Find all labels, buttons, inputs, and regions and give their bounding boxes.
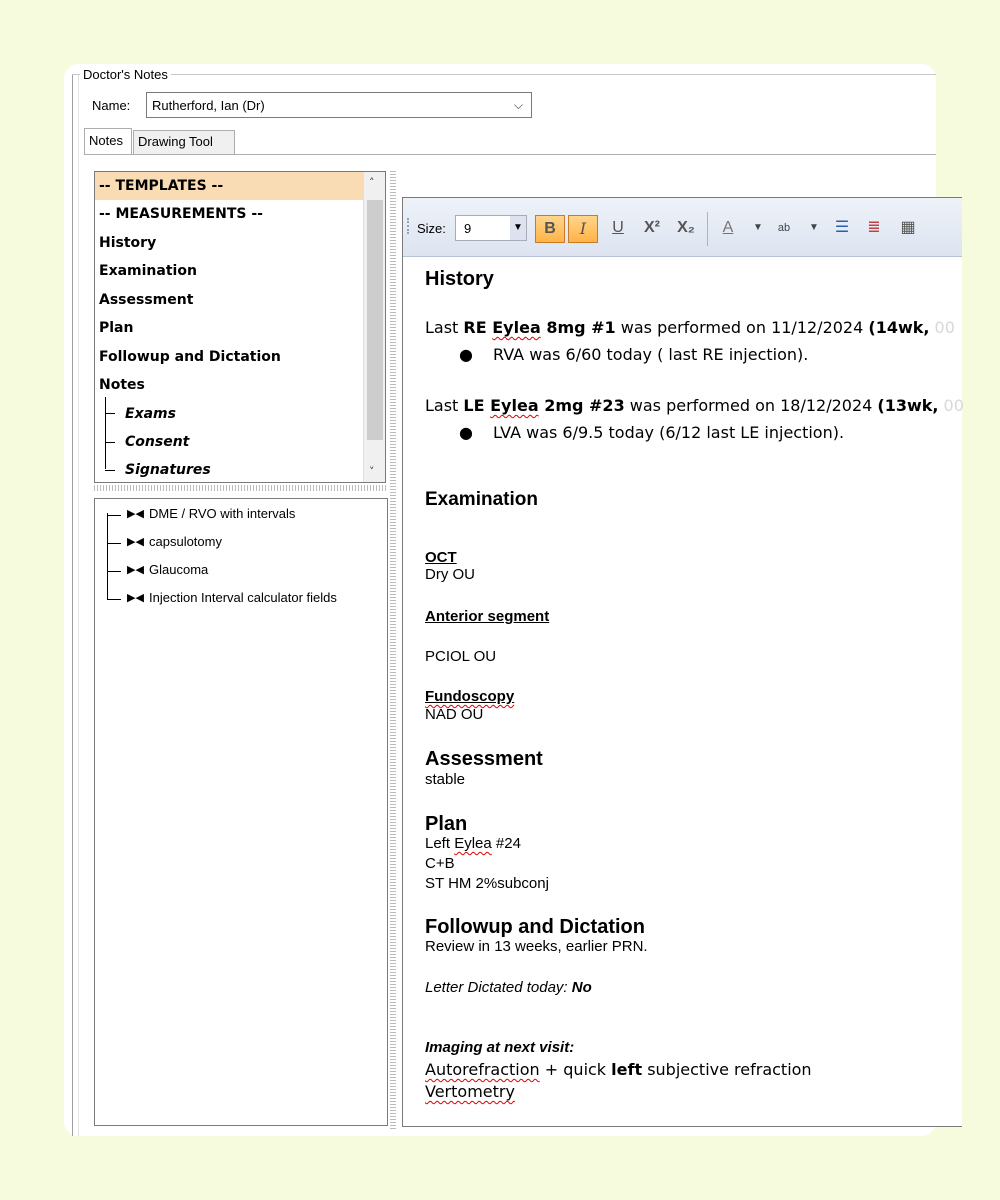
le-faded-text: 00: [938, 396, 964, 415]
re-interval: (14wk,: [868, 318, 930, 337]
vertical-splitter[interactable]: [390, 171, 396, 1129]
le-bullet-text: LVA was 6/9.5 today (6/12 last LE injection).: [493, 423, 845, 442]
tab-divider: [84, 154, 936, 155]
name-select[interactable]: [146, 92, 532, 118]
underline-button[interactable]: U: [612, 219, 624, 236]
superscript-button[interactable]: X²: [644, 219, 660, 236]
re-dose: 8mg #1: [540, 318, 616, 337]
oct-value: Dry OU: [425, 566, 475, 583]
font-size-label: Size:: [417, 221, 446, 236]
tree-branch: [107, 599, 121, 600]
group-border-top: [72, 74, 936, 75]
chevron-down-icon[interactable]: ▼: [510, 216, 526, 240]
vertometry-text: Vertometry: [425, 1082, 515, 1101]
list-item-history[interactable]: History: [99, 235, 157, 251]
scroll-thumb[interactable]: [367, 200, 383, 440]
formatting-toolbar: [403, 198, 962, 257]
tree-branch: [107, 571, 121, 572]
list-item-notes[interactable]: Notes: [99, 377, 145, 393]
tab-notes[interactable]: Notes: [84, 128, 132, 154]
font-color-button[interactable]: A: [722, 219, 734, 236]
scroll-up-icon[interactable]: ˄: [369, 176, 375, 189]
letter-value: No: [571, 979, 592, 996]
list-item-assessment[interactable]: Assessment: [99, 292, 194, 308]
plan-left: Left: [425, 835, 455, 852]
doctors-notes-panel: [64, 64, 964, 1136]
imaging-rest: subjective refraction: [642, 1060, 812, 1079]
list-scrollbar[interactable]: [363, 172, 385, 482]
re-text: Last: [425, 318, 464, 337]
imaging-autorefraction: Autorefraction: [425, 1060, 540, 1079]
group-title: Doctor's Notes: [80, 67, 171, 82]
plan-line-1: [425, 835, 521, 852]
le-interval: (13wk,: [877, 396, 939, 415]
followup-value: Review in 13 weeks, earlier PRN.: [425, 938, 648, 955]
name-select-value: Rutherford, Ian (Dr): [152, 98, 265, 113]
section-list[interactable]: [94, 171, 386, 483]
le-injection-line: [425, 396, 964, 415]
plan-heading: Plan: [425, 813, 468, 835]
re-bullet-text: RVA was 6/60 today ( last RE injection).: [493, 345, 809, 364]
scroll-down-icon[interactable]: ˅: [369, 465, 375, 478]
fundoscopy-label: [425, 688, 514, 705]
tree-line: [107, 513, 108, 599]
anterior-value: PCIOL OU: [425, 648, 497, 665]
re-drug: Eylea: [492, 318, 541, 337]
le-text: Last: [425, 396, 464, 415]
list-item-plan[interactable]: Plan: [99, 320, 134, 336]
tab-drawing-tool[interactable]: Drawing Tool: [133, 130, 235, 154]
numbered-list-icon[interactable]: ≣: [867, 219, 881, 236]
template-item[interactable]: Injection Interval calculator fields: [149, 590, 337, 605]
toolbar-separator: [707, 212, 708, 246]
list-item-signatures[interactable]: Signatures: [125, 462, 211, 478]
examination-heading: Examination: [425, 489, 538, 510]
re-injection-line: [425, 318, 955, 337]
letter-dictated-line: [425, 979, 592, 996]
chevron-down-icon[interactable]: ▼: [809, 222, 819, 233]
tree-branch: [107, 543, 121, 544]
imaging-line: [425, 1060, 812, 1079]
history-heading: History: [425, 268, 494, 290]
name-label: Name:: [92, 98, 131, 113]
toolbar-grip-icon[interactable]: [407, 218, 411, 234]
chevron-down-icon[interactable]: ▼: [753, 222, 763, 233]
imaging-left: left: [611, 1060, 643, 1079]
fundoscopy-text: Fundoscopy: [425, 688, 515, 705]
templates-tree[interactable]: [94, 498, 388, 1126]
re-eye: RE: [463, 318, 493, 337]
tree-branch: [107, 515, 121, 516]
template-icon: ▶◀: [127, 507, 144, 520]
template-item[interactable]: Glaucoma: [149, 562, 209, 577]
template-icon: ▶◀: [127, 563, 144, 576]
bold-button[interactable]: B: [535, 215, 565, 243]
template-icon: ▶◀: [127, 535, 144, 548]
list-item-consent[interactable]: Consent: [125, 434, 190, 450]
bullet-list-icon[interactable]: ☰: [834, 219, 850, 236]
vertometry-line: [425, 1082, 515, 1101]
anterior-label: Anterior segment: [425, 608, 550, 625]
imaging-plus: + quick: [539, 1060, 612, 1079]
chevron-down-icon: ⌵: [513, 98, 523, 112]
plan-line-3: ST HM 2%subconj: [425, 875, 549, 892]
letter-label: Letter Dictated today:: [425, 979, 572, 996]
panel-border-inner: [78, 74, 79, 1136]
followup-heading: Followup and Dictation: [425, 916, 645, 938]
plan-number: #24: [491, 835, 521, 852]
re-faded-text: 00: [929, 318, 955, 337]
list-item-followup[interactable]: Followup and Dictation: [99, 349, 281, 365]
list-item-measurements[interactable]: -- MEASUREMENTS --: [99, 206, 263, 222]
le-dose: 2mg #23: [538, 396, 625, 415]
template-item[interactable]: capsulotomy: [149, 534, 222, 549]
re-date: was performed on 11/12/2024: [615, 318, 869, 337]
highlight-button[interactable]: ab: [777, 222, 791, 234]
table-icon[interactable]: ▦: [900, 219, 916, 236]
panel-border-left: [72, 74, 73, 1136]
fundoscopy-value: NAD OU: [425, 706, 484, 723]
le-eye: LE: [463, 396, 491, 415]
subscript-button[interactable]: X₂: [677, 219, 695, 236]
assessment-heading: Assessment: [425, 748, 543, 770]
rich-text-editor[interactable]: [402, 197, 962, 1127]
bullet-icon: ●: [459, 345, 473, 364]
font-size-value: 9: [464, 221, 472, 236]
list-item-exams[interactable]: Exams: [125, 406, 176, 422]
template-item[interactable]: DME / RVO with intervals: [149, 506, 296, 521]
list-item-templates[interactable]: -- TEMPLATES --: [95, 172, 363, 200]
bullet-icon: ●: [459, 423, 473, 442]
italic-button[interactable]: I: [568, 215, 598, 243]
le-date: was performed on 18/12/2024: [624, 396, 878, 415]
plan-drug: Eylea: [454, 835, 492, 852]
le-drug: Eylea: [490, 396, 539, 415]
horizontal-splitter[interactable]: [94, 485, 386, 491]
font-size-select[interactable]: [455, 215, 527, 241]
list-item-examination[interactable]: Examination: [99, 263, 197, 279]
plan-line-2: C+B: [425, 855, 455, 872]
imaging-label: Imaging at next visit:: [425, 1039, 575, 1056]
oct-label: OCT: [425, 549, 457, 566]
assessment-value: stable: [425, 771, 466, 788]
template-icon: ▶◀: [127, 591, 144, 604]
